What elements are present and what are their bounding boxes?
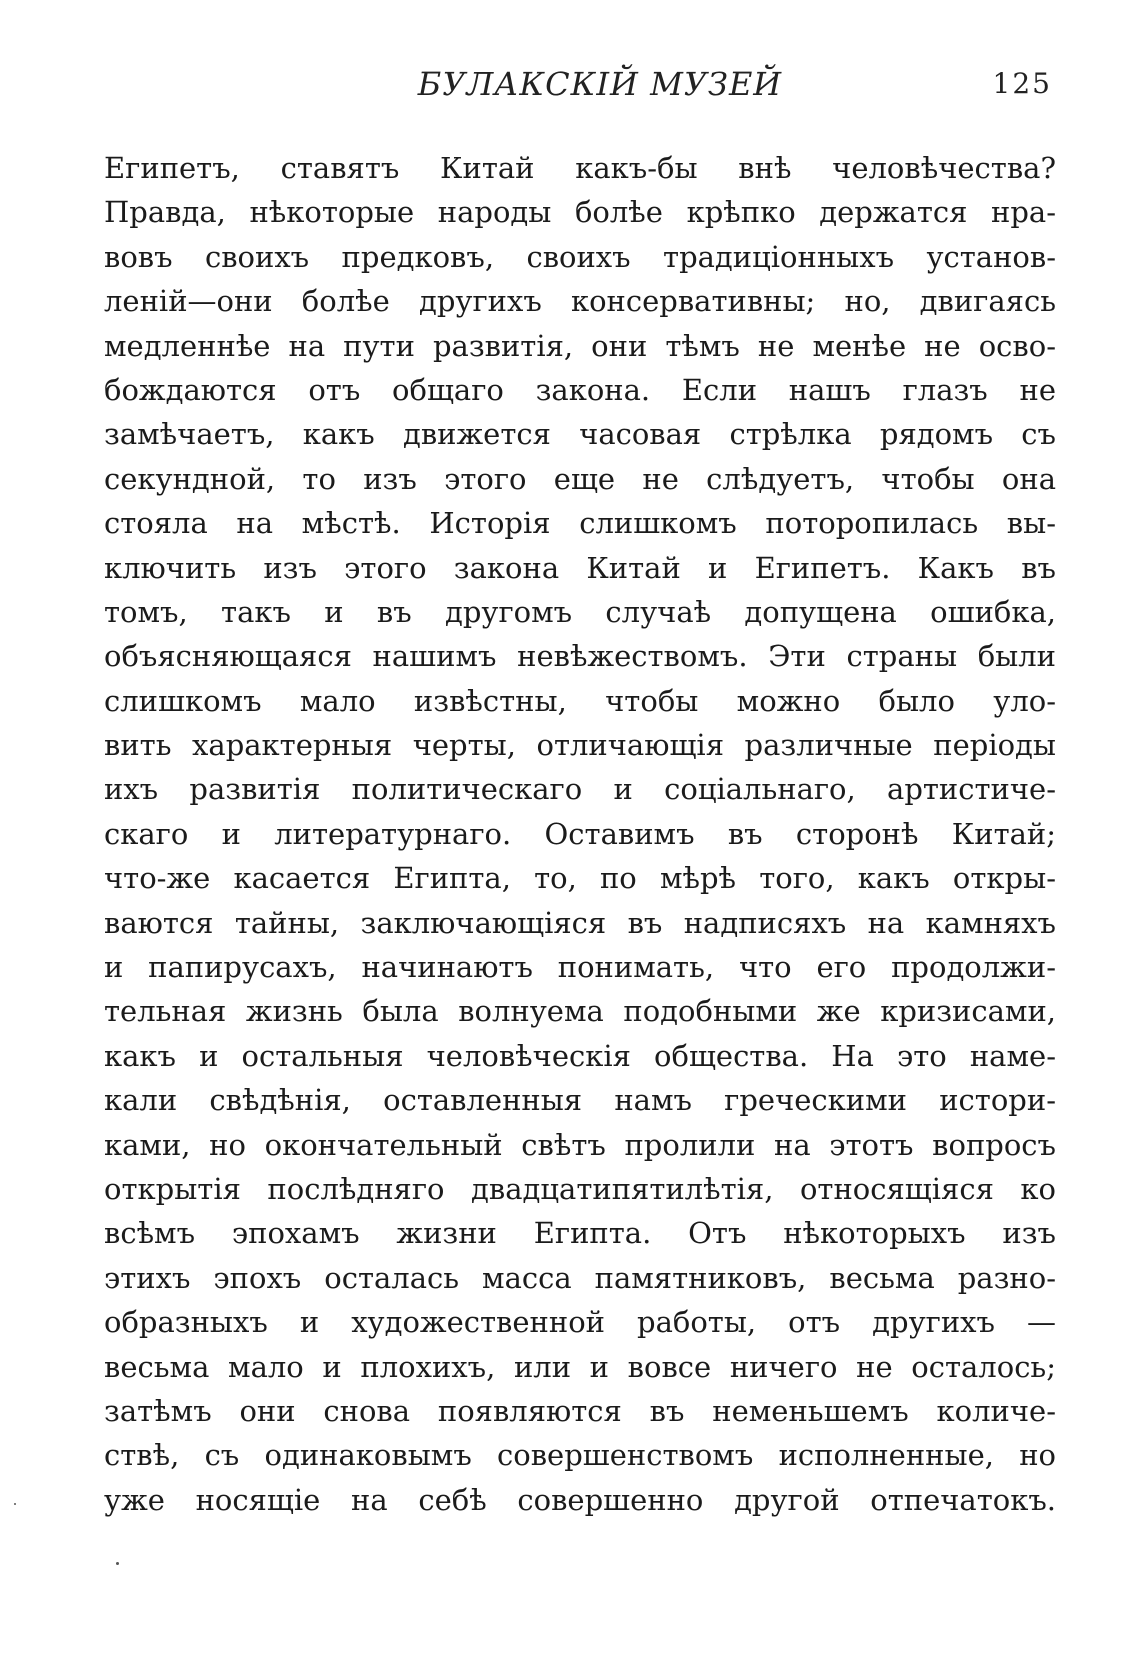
body-text [104,146,1056,1522]
text-line: ваются тайны, заключающіяся въ надписяхъ на камняхъ [104,905,1056,940]
page-number: 125 [992,67,1052,100]
text-line: вить характерныя черты, отличающія различные періоды [104,728,1056,763]
text-line: и папирусахъ, начинаютъ понимать, что его продолжи- [104,950,1056,985]
text-line: объясняющаяся нашимъ невѣжествомъ. Эти страны были [104,639,1056,674]
text-line: затѣмъ они снова появляются въ неменьшемъ количе- [104,1393,1056,1428]
text-line: весьма мало и плохихъ, или и вовсе ничего не осталось; [104,1349,1056,1384]
text-line: стояла на мѣстѣ. Исторія слишкомъ поторопилась вы- [104,506,1056,541]
text-line: всѣмъ эпохамъ жизни Египта. Отъ нѣкоторыхъ изъ [104,1216,1056,1251]
text-line: медленнѣе на пути развитія, они тѣмъ не менѣе не осво- [104,328,1056,363]
text-line: ками, но окончательный свѣтъ пролили на этотъ вопросъ [104,1127,1056,1162]
text-line: ствѣ, съ одинаковымъ совершенствомъ исполненные, но [104,1438,1056,1473]
text-line: вовъ своихъ предковъ, своихъ традиціонныхъ установ- [104,239,1056,274]
scan-speck [14,1503,16,1505]
text-line: образныхъ и художественной работы, отъ другихъ — [104,1305,1056,1340]
text-line: Египетъ, ставятъ Китай какъ-бы внѣ человѣчества? [104,151,1056,185]
text-line: ключить изъ этого закона Китай и Египетъ. Какъ въ [104,550,1056,585]
text-line: этихъ эпохъ осталась масса памятниковъ, весьма разно- [104,1260,1056,1295]
text-line: слишкомъ мало извѣстны, чтобы можно было уло- [104,683,1056,718]
text-line: открытія послѣдняго двадцатипятилѣтія, относящіяся ко [104,1171,1056,1206]
text-line: секундной, то изъ этого еще не слѣдуетъ, чтобы она [104,461,1056,496]
text-line: томъ, такъ и въ другомъ случаѣ допущена ошибка, [104,594,1056,629]
text-line: леній—они болѣе другихъ консервативны; но, двигаясь [104,284,1056,319]
text-line: бождаются отъ общаго закона. Если нашъ глазъ не [104,372,1056,407]
text-line: что-же касается Египта, то, по мѣрѣ того, какъ откры- [104,861,1056,896]
running-title: БУЛАКСКІЙ МУЗЕЙ [417,65,783,103]
text-line: тельная жизнь была волнуема подобными же кризисами, [104,994,1056,1029]
text-line: ихъ развитія политическаго и соціальнаго, артистиче- [104,772,1056,807]
text-line: Правда, нѣкоторые народы болѣе крѣпко держатся нра- [104,195,1056,230]
running-head [100,62,1100,106]
text-line: уже носящіе на себѣ совершенно другой отпечатокъ. [104,1482,1056,1517]
text-line: скаго и литературнаго. Оставимъ въ сторонѣ Китай; [104,816,1056,851]
text-line: кали свѣдѣнія, оставленныя намъ греческими истори- [104,1083,1056,1118]
text-line: какъ и остальныя человѣческія общества. На это наме- [104,1038,1056,1073]
scan-speck [116,1562,119,1565]
text-line: замѣчаетъ, какъ движется часовая стрѣлка рядомъ съ [104,417,1056,452]
